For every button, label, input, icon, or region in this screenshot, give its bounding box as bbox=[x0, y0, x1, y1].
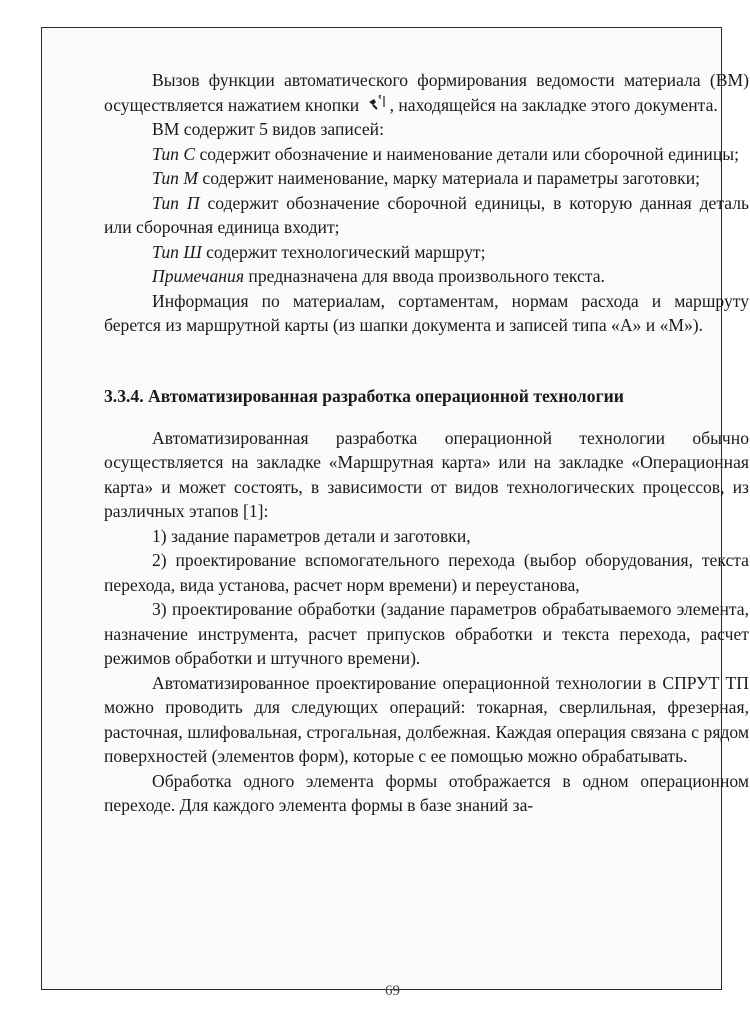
text-run: содержит обозначение сборочной единицы, в которую данная деталь или сборочная единица входит; bbox=[104, 192, 750, 237]
record-type-label: Тип С bbox=[152, 143, 196, 164]
paragraph-p2 bbox=[104, 117, 749, 142]
paragraph-q1: Автоматизированная разработка операционной технологии обычно осуществляется на закладке «Маршрутная карта» или на закладке «Операционная карта» и может состоять, в зависимости от видов технологических процессов, из различных этапов [1]: bbox=[104, 427, 749, 522]
paragraph-p8 bbox=[104, 289, 749, 338]
text-run: содержит технологический маршрут; bbox=[201, 241, 486, 262]
paragraph-q4: 3) проектирование обработки (задание параметров обрабатываемого элемента, назначение инструмента, расчет припусков обработки и текста перехода, расчет режимов обработки и штучного времени). bbox=[104, 599, 749, 669]
paragraph-p5 bbox=[104, 191, 749, 240]
text-run: предназначена для ввода произвольного текста. bbox=[244, 266, 605, 286]
record-type-label: Тип П bbox=[152, 192, 200, 213]
paragraph-q2: 1) задание параметров детали и заготовки, bbox=[152, 525, 471, 546]
material-sheet-icon bbox=[364, 95, 390, 113]
paragraph-q3: 2) проектирование вспомогательного перехода (выбор оборудования, текста перехода, вида установа, расчет норм времени) и переустанова, bbox=[104, 550, 749, 595]
text-run: ВМ содержит 5 видов записей: bbox=[152, 119, 384, 139]
paragraph-p3 bbox=[104, 142, 749, 167]
page-content bbox=[104, 68, 749, 818]
text-run: , находящейся на закладке этого документа. bbox=[389, 94, 718, 115]
paragraph-p7 bbox=[104, 264, 749, 289]
paragraph-p1 bbox=[104, 68, 749, 117]
record-type-label: Тип М bbox=[152, 168, 199, 188]
page-number: 69 bbox=[385, 983, 400, 999]
paragraph-q5: Автоматизированное проектирование операционной технологии в СПРУТ ТП можно проводить для следующих операций: токарная, сверлильная, фрезерная, расточная, шлифовальная, строгальная, долбежная. Каждая операция связана с рядом поверхностей (элементов форм), которые с ее помощью можно обрабатывать. bbox=[104, 672, 749, 767]
text-run: Вызов функции автоматического формирования ведомости материала (ВМ) осуществляется нажатием кнопки bbox=[104, 70, 749, 115]
paragraph-p4 bbox=[104, 166, 749, 191]
text-run: Информация по материалам, сортаментам, нормам расхода и маршруту берется из маршрутной карты (из шапки документа и записей типа «А» и «М»). bbox=[104, 290, 749, 335]
document-page bbox=[41, 27, 750, 999]
record-type-label: Тип Ш bbox=[152, 241, 202, 262]
section-heading: 3.3.4. Автоматизированная разработка операционной технологии bbox=[104, 385, 624, 406]
text-run: содержит обозначение и наименование детали или сборочной единицы; bbox=[195, 143, 739, 164]
text-run: содержит наименование, марку материала и параметры заготовки; bbox=[198, 168, 701, 188]
paragraph-p6 bbox=[104, 240, 749, 265]
paragraph-q6: Обработка одного элемента формы отображается в одном операционном переходе. Для каждого элемента формы в базе знаний за- bbox=[104, 770, 749, 816]
record-type-label: Примечания bbox=[152, 266, 244, 286]
